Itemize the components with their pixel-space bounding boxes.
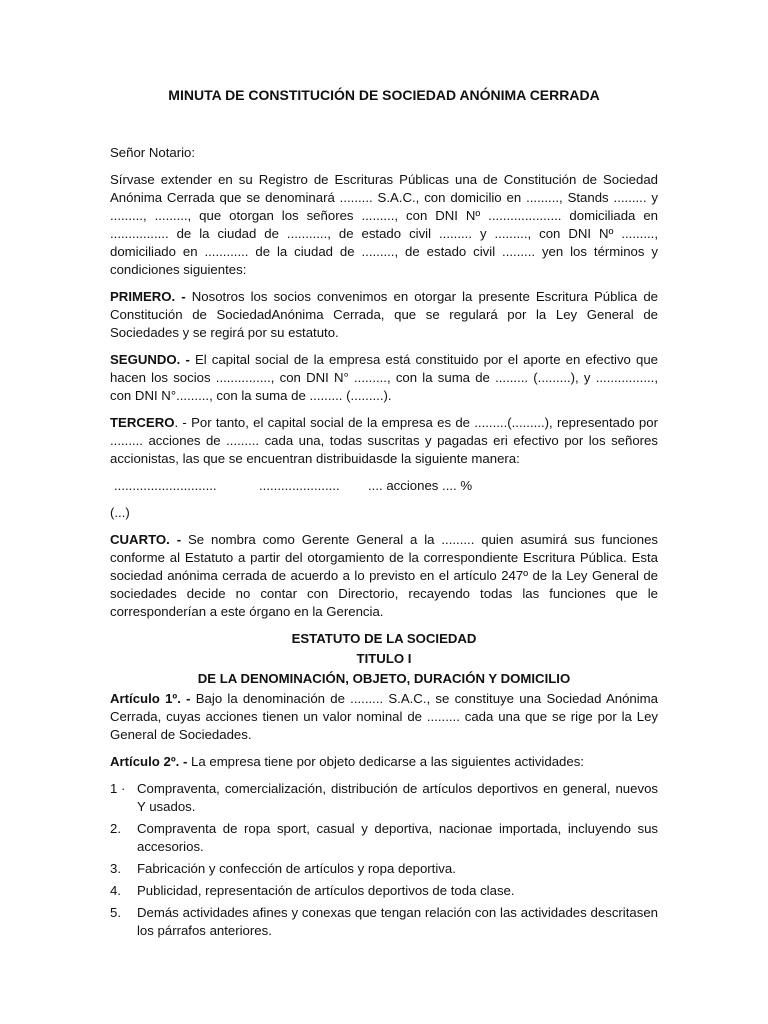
list-item-number: 2.	[110, 821, 121, 836]
clause-segundo	[110, 351, 658, 405]
list-item-text: Compraventa de ropa sport, casual y deportiva, nacionae importada, incluyendo sus accesorios.	[137, 821, 658, 854]
activities-list	[110, 780, 658, 940]
clause-tercero	[110, 414, 658, 468]
list-item	[110, 860, 658, 878]
estatuto-heading: ESTATUTO DE LA SOCIEDAD	[291, 631, 477, 646]
shares-percent-placeholder: .... acciones .... %	[368, 478, 473, 493]
clause-label: PRIMERO. -	[110, 289, 186, 304]
clause-label: CUARTO. -	[110, 532, 182, 547]
share-distribution-row	[110, 477, 658, 495]
clause-label: TERCERO	[110, 415, 175, 430]
list-item-text: Compraventa, comercialización, distribución de artículos deportivos en general, nuevos Y usados.	[137, 781, 658, 814]
list-item-text: Publicidad, representación de artículos deportivos de toda clase.	[137, 883, 515, 898]
list-item-text: Demás actividades afines y conexas que tengan relación con las actividades descritasen los párrafos anteriores.	[137, 905, 658, 938]
article-text: La empresa tiene por objeto dedicarse a las siguientes actividades:	[187, 754, 584, 769]
clause-label: SEGUNDO. -	[110, 352, 190, 367]
ellipsis-marker: (...)	[110, 505, 130, 520]
article-label: Artículo 2º. -	[110, 754, 188, 769]
clause-text: El capital social de la empresa está constituido por el aporte en efectivo que hacen los socios ..............., con DNI N° ........., con la suma de ......... (.........), y ................, con DNI N°........., con la suma de ......... (.........).	[110, 352, 658, 403]
list-item	[110, 904, 658, 940]
salutation: Señor Notario:	[110, 145, 196, 160]
titulo-heading: TITULO I	[356, 651, 412, 666]
list-item-number: 3.	[110, 861, 121, 876]
list-item	[110, 882, 658, 900]
clause-primero	[110, 288, 658, 342]
shareholder-placeholder: ............................	[114, 478, 217, 493]
clause-text: . - Por tanto, el capital social de la empresa es de .........(.........), representado por ......... acciones de ......... cada una, todas suscritas y pagadas eri efectivo por los señores accionistas, las que se encuentran distribuidasde la siguiente manera:	[110, 415, 658, 466]
list-item-text: Fabricación y confección de artículos y ropa deportiva.	[137, 861, 456, 876]
article-2	[110, 753, 658, 771]
list-item	[110, 780, 658, 816]
clause-cuarto	[110, 531, 658, 621]
amount-placeholder: ......................	[259, 478, 340, 493]
clause-text: Nosotros los socios convenimos en otorgar la presente Escritura Pública de Constitución de SociedadAnónima Cerrada, que se regulará por la Ley General de Sociedades y se regirá por su estatuto.	[110, 289, 658, 340]
titulo-subheading: DE LA DENOMINACIÓN, OBJETO, DURACIÓN Y DOMICILIO	[197, 671, 571, 686]
list-item	[110, 820, 658, 856]
document-title: MINUTA DE CONSTITUCIÓN DE SOCIEDAD ANÓNIMA CERRADA	[168, 87, 600, 103]
clause-text: Se nombra como Gerente General a la ......... quien asumirá sus funciones conforme al Estatuto a partir del otorgamiento de la correspondiente Escritura Pública. Esta sociedad anónima cerrada de acuerdo a lo previsto en el artículo 247º de la Ley General de sociedades decide no contar con Directorio, recayendo todas las funciones que le corresponderían a este órgano en la Gerencia.	[110, 532, 659, 619]
article-1	[110, 690, 658, 744]
article-label: Artículo 1º. -	[110, 691, 191, 706]
list-item-number: 4.	[110, 883, 121, 898]
list-item-number: 1 ·	[110, 781, 126, 796]
article-text: Bajo la denominación de ......... S.A.C., se constituye una Sociedad Anónima Cerrada, cuyas acciones tienen un valor nominal de ......... cada una que se rige por la Ley General de Sociedades.	[110, 691, 658, 742]
list-item-number: 5.	[110, 905, 121, 920]
intro-paragraph: Sírvase extender en su Registro de Escrituras Públicas una de Constitución de Sociedad Anónima Cerrada que se denominará ......... S.A.C., con domicilio en ........., Stands ......... y ........., ........., que otorgan los señores ........., con DNI Nº .................... domiciliada en ................ de la ciudad de ..........., de estado civil ......... y ........., con DNI Nº ........., domiciliado en ............ de la ciudad de ........., de estado civil ......... yen los términos y condiciones siguientes:	[110, 172, 658, 277]
